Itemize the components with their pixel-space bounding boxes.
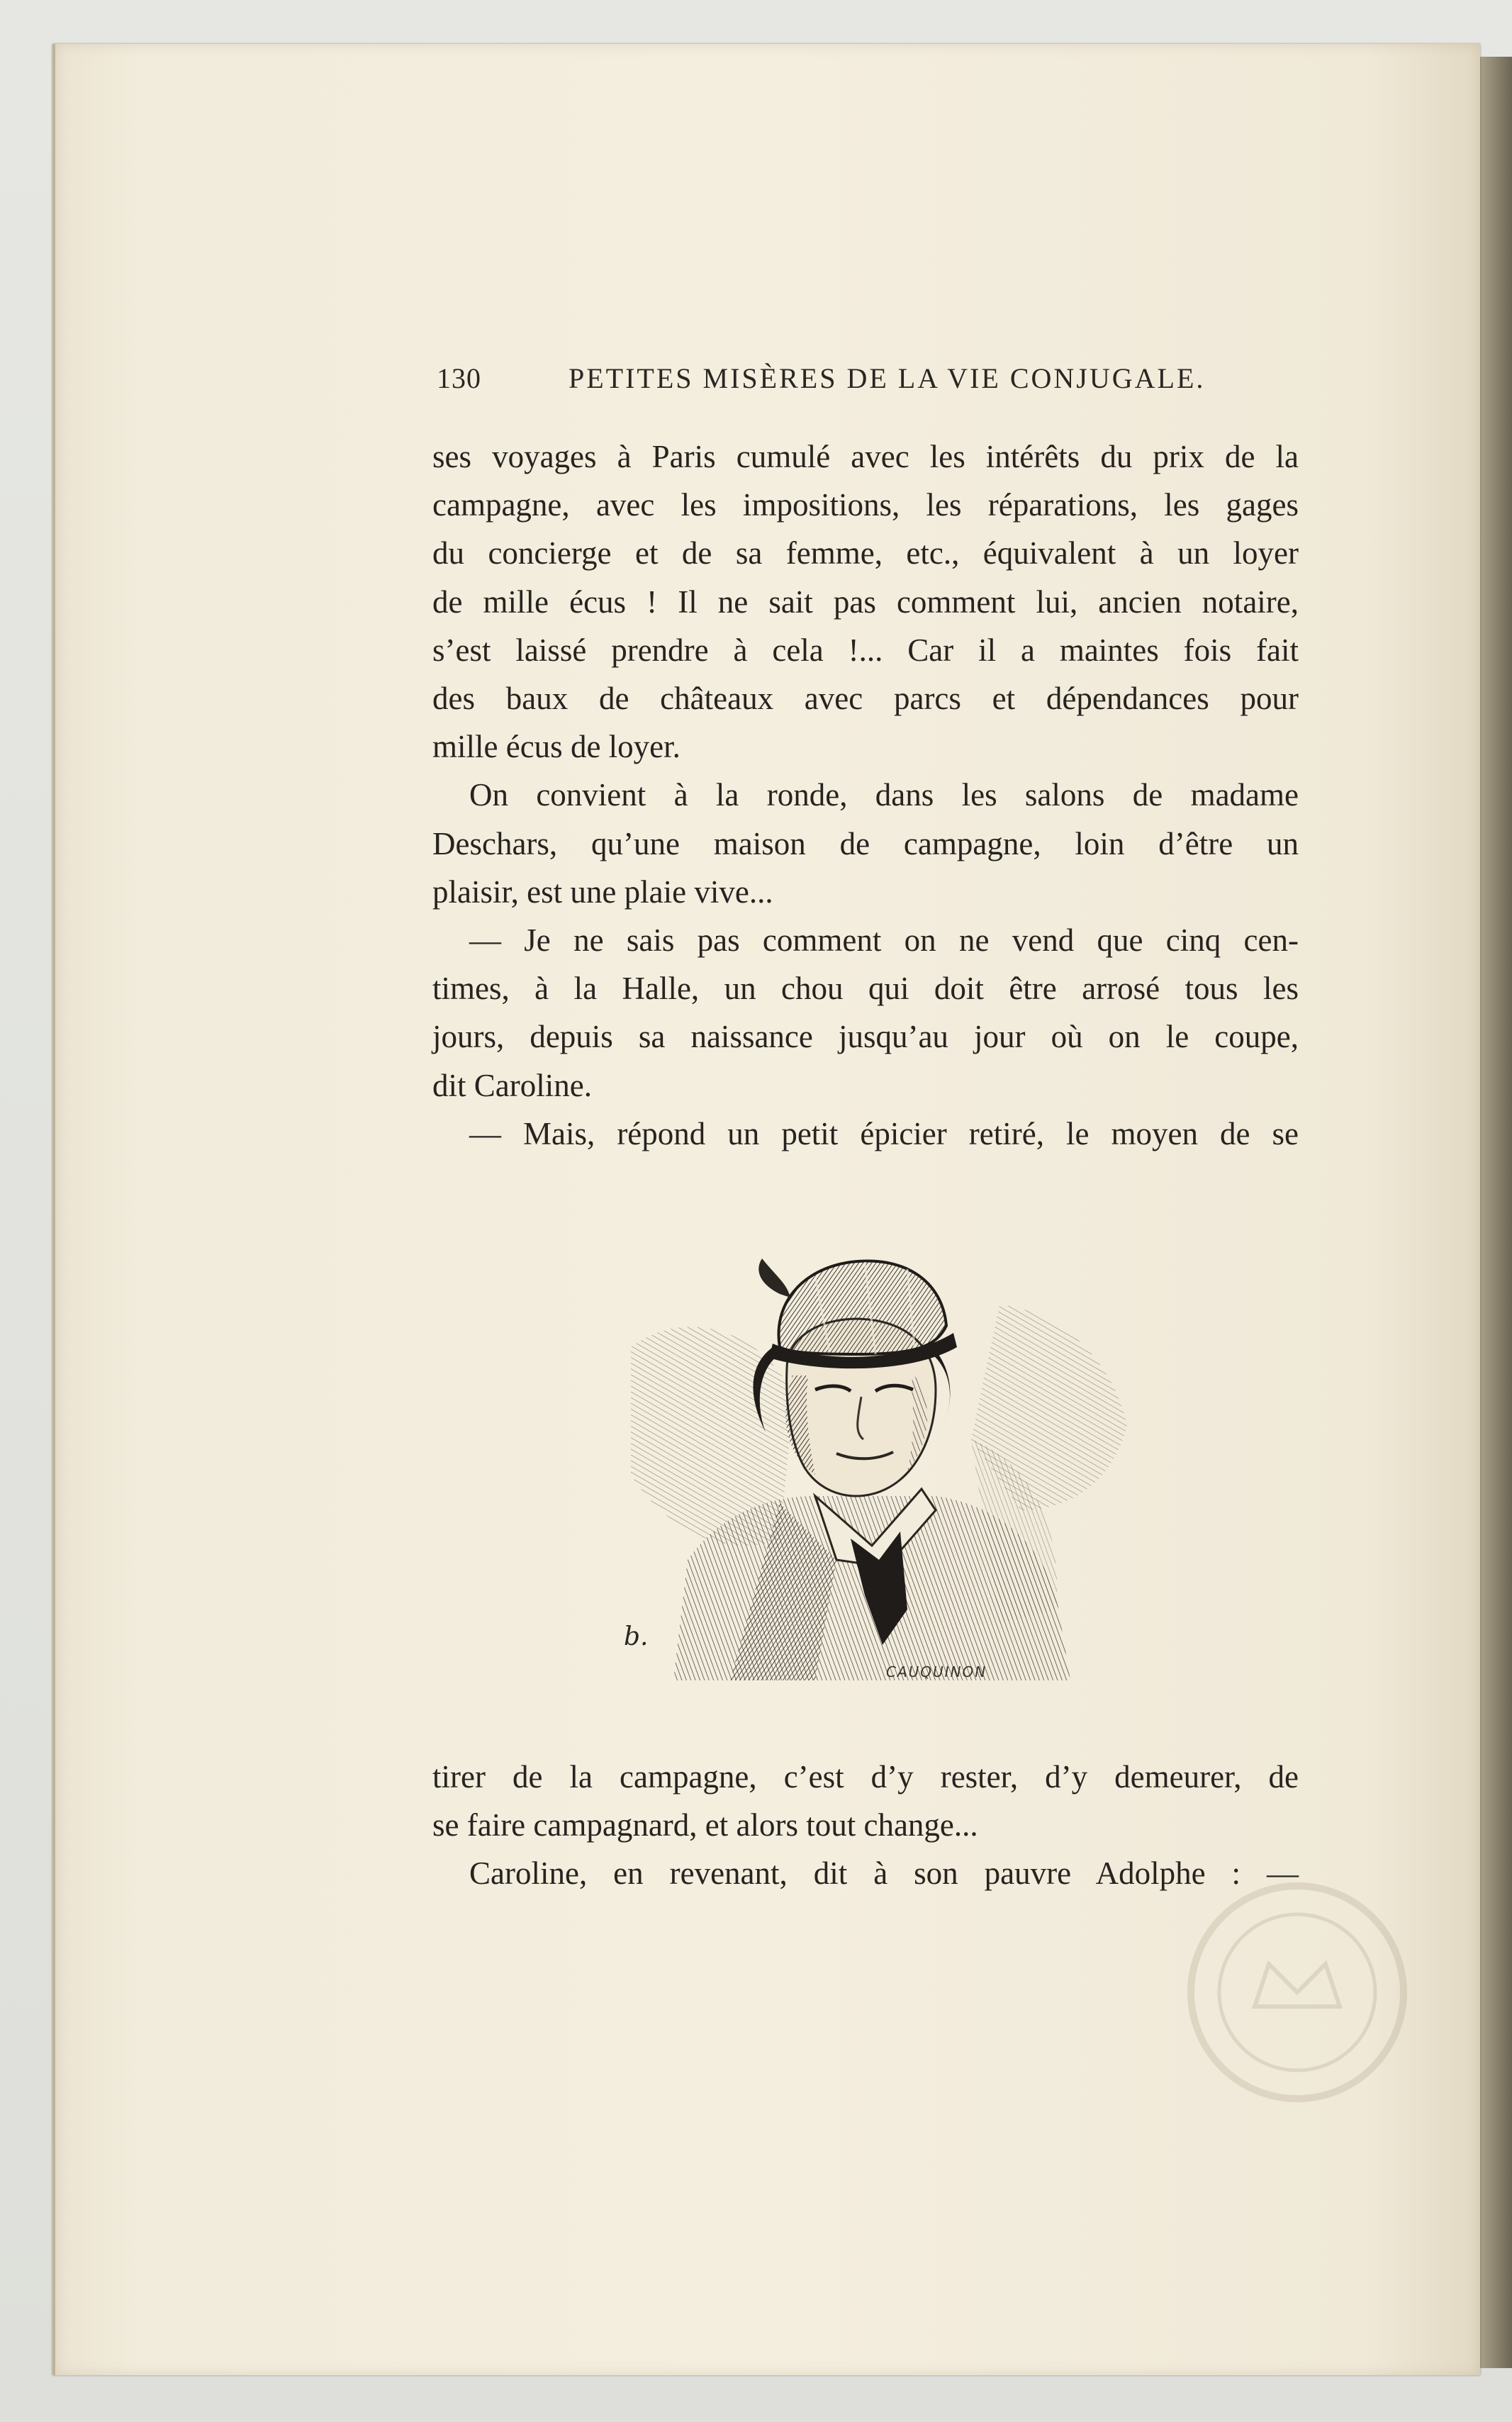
body-text-top bbox=[432, 432, 1299, 1158]
text-line: du concierge et de sa femme, etc., équivalent à un loyer bbox=[432, 535, 1299, 571]
text-line: mille écus de loyer. bbox=[432, 729, 681, 765]
body-text-bottom bbox=[432, 1753, 1299, 1898]
text-line: dit Caroline. bbox=[432, 1067, 592, 1103]
text-line: des baux de châteaux avec parcs et dépendances pour bbox=[432, 681, 1299, 717]
page-number: 130 bbox=[437, 362, 481, 394]
text-line: de mille écus ! Il ne sait pas comment lui, ancien notaire, bbox=[432, 584, 1299, 620]
text-line: s’est laissé prendre à cela !... Car il a maintes fois fait bbox=[432, 632, 1299, 668]
svg-text:CAUQUINON: CAUQUINON bbox=[886, 1663, 987, 1680]
text-line: jours, depuis sa naissance jusqu’au jour où on le coupe, bbox=[432, 1019, 1299, 1055]
cap bbox=[758, 1259, 957, 1368]
text-line: — Je ne sais pas comment on ne vend que cinq cen- bbox=[469, 922, 1299, 959]
text-line: Caroline, en revenant, dit à son pauvre Adolphe : — bbox=[469, 1855, 1299, 1892]
svg-text:b.: b. bbox=[624, 1622, 649, 1651]
text-line: campagne, avec les impositions, les réparations, les gages bbox=[432, 487, 1299, 523]
text-line: On convient à la ronde, dans les salons de madame bbox=[469, 777, 1299, 813]
portrait-illustration bbox=[603, 1227, 1141, 1695]
text-line: se faire campagnard, et alors tout change... bbox=[432, 1807, 978, 1843]
running-title: PETITES MISÈRES DE LA VIE CONJUGALE. bbox=[569, 362, 1206, 394]
library-stamp bbox=[1177, 1872, 1418, 2113]
text-line: times, à la Halle, un chou qui doit être arrosé tous les bbox=[432, 971, 1299, 1007]
text-line: plaisir, est une plaie vive... bbox=[432, 874, 773, 910]
text-line: tirer de la campagne, c’est d’y rester, d’y demeurer, de bbox=[432, 1759, 1299, 1795]
text-line: — Mais, répond un petit épicier retiré, le moyen de se bbox=[469, 1115, 1299, 1151]
text-line: ses voyages à Paris cumulé avec les intérêts du prix de la bbox=[432, 439, 1299, 474]
running-head bbox=[437, 362, 1294, 404]
text-line: Deschars, qu’une maison de campagne, loin d’être un bbox=[432, 825, 1299, 861]
